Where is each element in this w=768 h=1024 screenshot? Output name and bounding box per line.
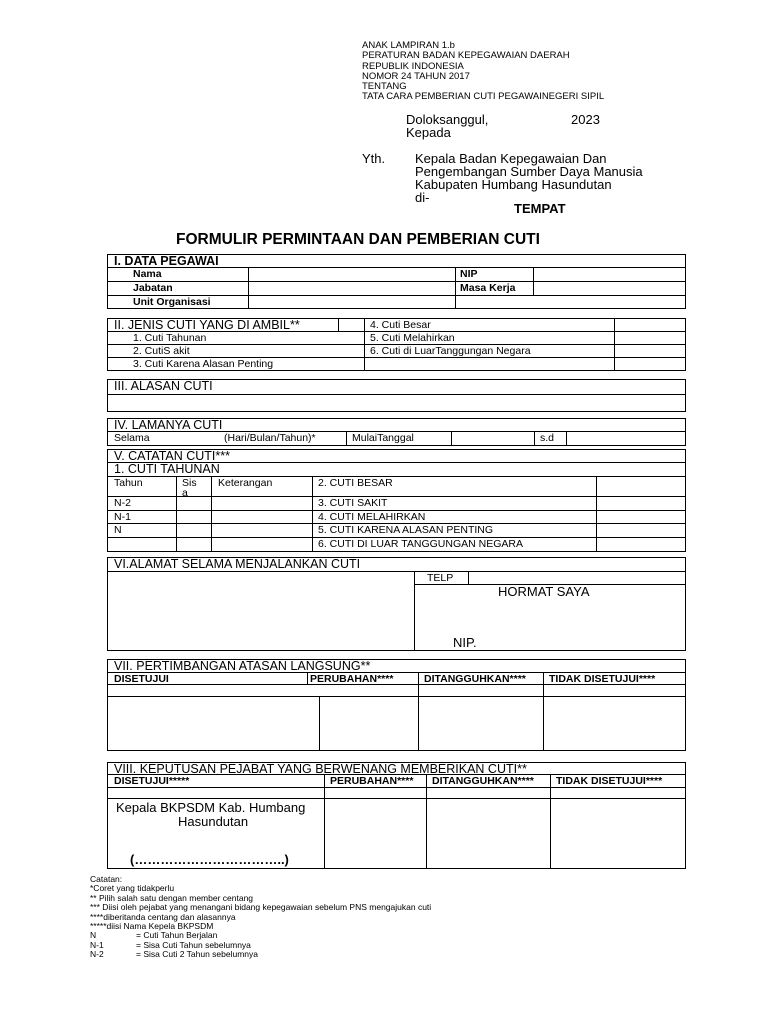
label-nip: NIP (460, 268, 478, 280)
section-4-title: IV. LAMANYA CUTI (114, 418, 223, 432)
regulation-header (362, 41, 604, 103)
divider (550, 774, 551, 869)
option-cuti-besar: 4. Cuti Besar (370, 319, 431, 331)
note-line: ****diberitanda centang dan alasannya (90, 911, 236, 922)
header-line: ANAK LAMPIRAN 1.b (362, 40, 455, 51)
recipient-line: Pengembangan Sumber Daya Manusia (415, 164, 643, 179)
divider (455, 267, 456, 309)
legend-desc: = Cuti Tahun Berjalan (136, 930, 218, 941)
option-cuti-alasan-penting: 3. Cuti Karena Alasan Penting (133, 358, 274, 370)
legend-row (90, 950, 431, 959)
section-3-title: III. ALASAN CUTI (114, 379, 213, 393)
option-cuti-luar-tanggungan: 6. Cuti di LuarTanggungan Negara (370, 345, 531, 357)
option-cuti-tahunan: 1. Cuti Tahunan (133, 332, 207, 344)
label-unit-organisasi: Unit Organisasi (133, 296, 211, 308)
col-ditangguhkan: DITANGGUHKAN**** (432, 775, 534, 787)
letter-place: Doloksanggul, (406, 112, 489, 127)
divider (426, 774, 427, 869)
catatan-cuti-luar-tanggungan: 6. CUTI DI LUAR TANGGUNGAN NEGARA (318, 538, 523, 550)
divider (307, 672, 308, 684)
label-nama: Nama (133, 268, 162, 280)
catatan-cuti-alasan-penting: 5. CUTI KARENA ALASAN PENTING (318, 524, 494, 536)
subsection-cuti-tahunan: 1. CUTI TAHUNAN (114, 462, 220, 476)
catatan-cuti-melahirkan: 4. CUTI MELAHIRKAN (318, 511, 426, 523)
divider (107, 571, 686, 572)
col-keterangan: Keterangan (218, 477, 273, 489)
col-disetujui: DISETUJUI***** (114, 775, 190, 787)
divider (533, 267, 534, 295)
recipient-line: Kabupaten Humbang Hasundutan (415, 177, 612, 192)
col-perubahan: PERUBAHAN**** (310, 673, 394, 685)
note-line: *****diisi Nama Kepela BKPSDM (90, 921, 214, 932)
divider (176, 476, 177, 552)
col-sisa: Sis (182, 477, 197, 489)
letter-year: 2023 (571, 112, 600, 127)
divider (543, 672, 544, 751)
official-title-line-2: Hasundutan (178, 814, 249, 829)
divider (107, 696, 686, 697)
col-perubahan: PERUBAHAN**** (330, 775, 414, 787)
recipient-line: Kepala Badan Kepegawaian Dan (415, 151, 607, 166)
label-sd: s.d (540, 432, 555, 444)
header-line: PERATURAN BADAN KEPEGAWAIAN DAERAH (362, 50, 570, 62)
divider (534, 431, 535, 446)
divider (468, 571, 469, 584)
catatan-cuti-besar: 2. CUTI BESAR (318, 477, 393, 489)
note-line: *** Diisi oleh pejabat yang menangani bidang kepegawaian sebelum PNS mengajukan cuti (90, 902, 432, 913)
divider (414, 571, 415, 651)
header-line: NOMOR 24 TAHUN 2017 (362, 70, 470, 82)
option-cuti-sakit: 2. CutiS akit (133, 345, 190, 357)
signature-placeholder: (……………………………..) (130, 852, 289, 867)
divider (107, 787, 686, 788)
label-nip-signature: NIP. (453, 635, 477, 650)
divider (346, 431, 347, 446)
divider (566, 431, 567, 446)
header-line: TENTANG (362, 81, 407, 93)
section-5-title: V. CATATAN CUTI*** (114, 449, 230, 463)
legend-key: N-1 (90, 939, 104, 950)
letter-tempat: TEMPAT (514, 201, 566, 216)
section-6-title: VI.ALAMAT SELAMA MENJALANKAN CUTI (114, 557, 361, 571)
legend-key: N (90, 930, 97, 941)
col-ditangguhkan: DITANGGUHKAN**** (424, 673, 526, 685)
divider (364, 318, 365, 371)
col-sisa: a (182, 487, 188, 499)
legend-desc: = Sisa Cuti Tahun sebelumnya (136, 939, 251, 950)
legend-key: N-2 (90, 949, 104, 960)
recipient-line: di- (415, 190, 430, 205)
label-jabatan: Jabatan (133, 282, 173, 294)
divider (338, 318, 339, 331)
section-2-title: II. JENIS CUTI YANG DI AMBIL** (114, 318, 300, 332)
note-line: Catatan: (90, 874, 123, 884)
label-mulai-tanggal: MulaiTanggal (352, 432, 414, 444)
divider (248, 267, 249, 309)
col-disetujui: DISETUJUI (114, 673, 169, 685)
col-tidak-disetujui: TIDAK DISETUJUI**** (556, 775, 663, 787)
row-n: N (114, 524, 122, 536)
divider (107, 281, 686, 282)
divider (107, 496, 686, 497)
row-n-2: N-2 (114, 497, 131, 509)
option-cuti-melahirkan: 5. Cuti Melahirkan (370, 332, 455, 344)
col-tidak-disetujui: TIDAK DISETUJUI**** (549, 673, 656, 685)
divider (211, 476, 212, 552)
row-n-1: N-1 (114, 511, 131, 523)
label-selama: Selama (114, 432, 150, 444)
note-line: *Coret yang tidakperlu (90, 883, 175, 894)
divider (107, 798, 686, 799)
section-8-title: VIII. KEPUTUSAN PEJABAT YANG BERWENANG MEMBERIKAN CUTI** (114, 762, 527, 776)
divider (596, 476, 597, 552)
legend-desc: = Sisa Cuti 2 Tahun sebelumnya (136, 949, 258, 960)
divider (324, 774, 325, 869)
divider (418, 672, 419, 751)
label-telp: TELP (427, 572, 454, 584)
divider (312, 476, 313, 552)
catatan-cuti-sakit: 3. CUTI SAKIT (318, 497, 388, 509)
header-line: TATA CARA PEMBERIAN CUTI PEGAWAINEGERI SIPIL (362, 91, 605, 103)
col-tahun: Tahun (114, 477, 143, 489)
letter-yth: Yth. (362, 151, 386, 166)
label-masa-kerja: Masa Kerja (460, 282, 516, 294)
label-hari-bulan-tahun: (Hari/Bulan/Tahun)* (224, 432, 316, 444)
footnotes (90, 875, 431, 960)
divider (614, 318, 615, 371)
divider (451, 431, 452, 446)
section-7-title: VII. PERTIMBANGAN ATASAN LANGSUNG** (114, 659, 371, 673)
divider (319, 696, 320, 751)
hormat-saya: HORMAT SAYA (498, 584, 590, 599)
section-1-title: I. DATA PEGAWAI (114, 254, 219, 268)
letter-kepada: Kepada (406, 125, 451, 140)
form-title: FORMULIR PERMINTAAN DAN PEMBERIAN CUTI (176, 231, 540, 248)
official-title: Kepala BKPSDM Kab. Humbang (116, 800, 306, 815)
divider (107, 394, 686, 395)
note-line: ** Pilih salah satu dengan member centang (90, 892, 254, 903)
header-line: REPUBLIK INDONESIA (362, 60, 464, 72)
